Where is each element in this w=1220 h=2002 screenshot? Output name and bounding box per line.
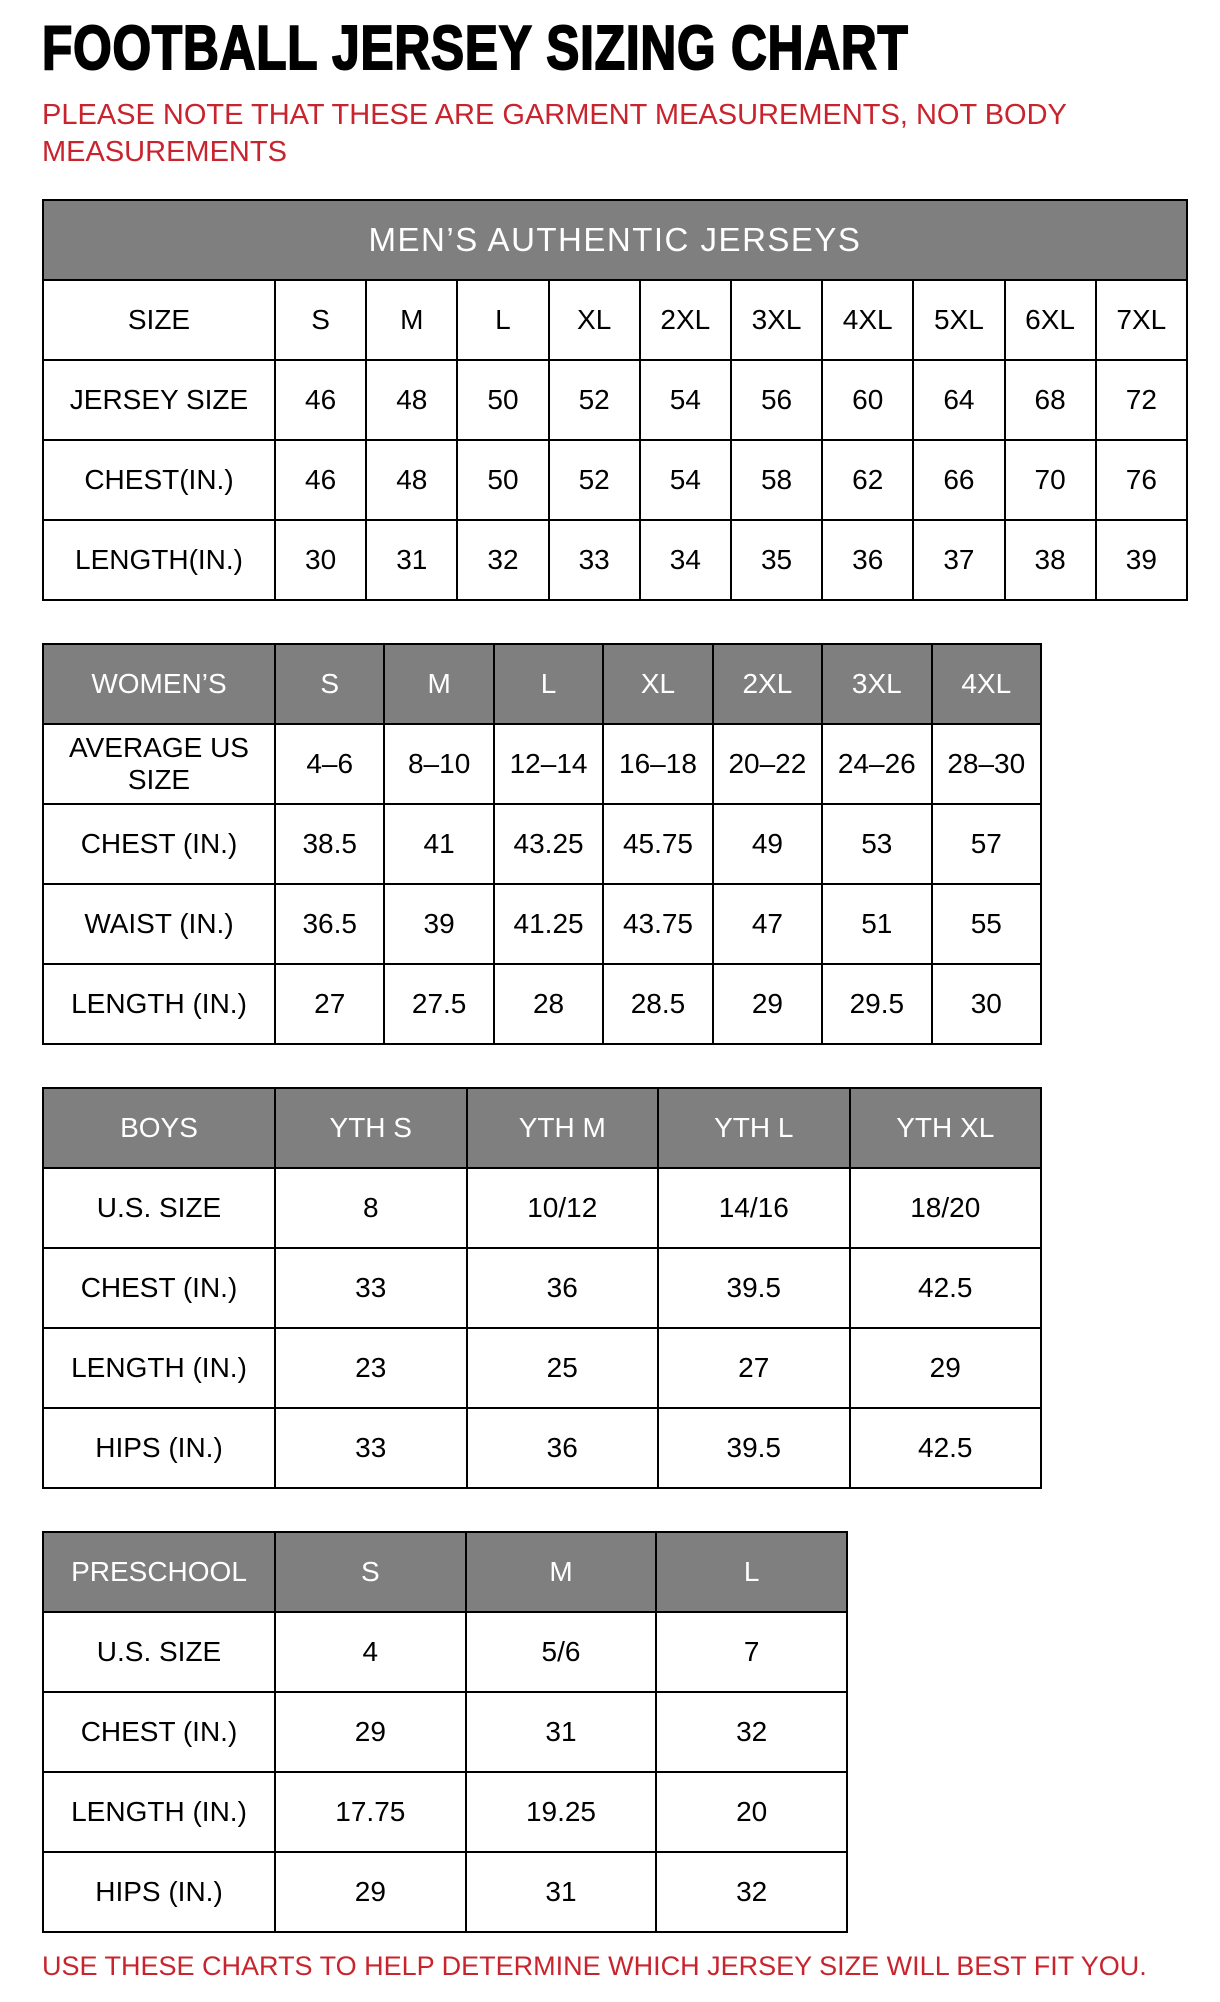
mens-value-cell: 7XL xyxy=(1096,280,1187,360)
mens-value-cell: 54 xyxy=(640,440,731,520)
mens-value-cell: 72 xyxy=(1096,360,1187,440)
boys-row xyxy=(43,1248,1041,1328)
preschool-row xyxy=(43,1772,847,1852)
mens-value-cell: 64 xyxy=(913,360,1004,440)
preschool-row xyxy=(43,1852,847,1932)
mens-value-cell: 76 xyxy=(1096,440,1187,520)
boys-value-cell: 39.5 xyxy=(658,1408,850,1488)
womens-value-cell: 57 xyxy=(932,804,1041,884)
womens-row xyxy=(43,724,1041,804)
womens-value-cell: 20–22 xyxy=(713,724,822,804)
womens-value-cell: 28–30 xyxy=(932,724,1041,804)
preschool-row-label: U.S. SIZE xyxy=(43,1612,275,1692)
boys-value-cell: 36 xyxy=(467,1408,659,1488)
boys-row-label: LENGTH (IN.) xyxy=(43,1328,275,1408)
mens-value-cell: L xyxy=(457,280,548,360)
boys-value-cell: 23 xyxy=(275,1328,467,1408)
womens-header-cell: 4XL xyxy=(932,644,1041,724)
womens-value-cell: 27.5 xyxy=(384,964,493,1044)
preschool-row xyxy=(43,1612,847,1692)
womens-header-cell: M xyxy=(384,644,493,724)
boys-value-cell: 42.5 xyxy=(850,1248,1042,1328)
mens-value-cell: 46 xyxy=(275,360,366,440)
boys-value-cell: 8 xyxy=(275,1168,467,1248)
mens-value-cell: 31 xyxy=(366,520,457,600)
mens-value-cell: 58 xyxy=(731,440,822,520)
womens-value-cell: 4–6 xyxy=(275,724,384,804)
mens-row-label: SIZE xyxy=(43,280,275,360)
boys-value-cell: 29 xyxy=(850,1328,1042,1408)
womens-value-cell: 53 xyxy=(822,804,931,884)
womens-header-row xyxy=(43,644,1041,724)
womens-value-cell: 8–10 xyxy=(384,724,493,804)
mens-value-cell: 4XL xyxy=(822,280,913,360)
mens-value-cell: 50 xyxy=(457,440,548,520)
boys-value-cell: 33 xyxy=(275,1408,467,1488)
boys-value-cell: 27 xyxy=(658,1328,850,1408)
preschool-header-cell: S xyxy=(275,1532,466,1612)
boys-value-cell: 18/20 xyxy=(850,1168,1042,1248)
womens-value-cell: 24–26 xyxy=(822,724,931,804)
boys-value-cell: 42.5 xyxy=(850,1408,1042,1488)
womens-row xyxy=(43,964,1041,1044)
mens-value-cell: 70 xyxy=(1005,440,1096,520)
mens-authentic-jerseys-table xyxy=(42,199,1188,601)
boys-row xyxy=(43,1328,1041,1408)
womens-header-cell: XL xyxy=(603,644,712,724)
boys-header-cell: YTH M xyxy=(467,1088,659,1168)
mens-value-cell: 35 xyxy=(731,520,822,600)
preschool-value-cell: 32 xyxy=(656,1852,847,1932)
mens-value-cell: 52 xyxy=(549,360,640,440)
mens-row-label: CHEST(IN.) xyxy=(43,440,275,520)
boys-value-cell: 10/12 xyxy=(467,1168,659,1248)
womens-value-cell: 12–14 xyxy=(494,724,603,804)
preschool-value-cell: 7 xyxy=(656,1612,847,1692)
womens-row xyxy=(43,804,1041,884)
womens-value-cell: 51 xyxy=(822,884,931,964)
preschool-header-label: PRESCHOOL xyxy=(43,1532,275,1612)
mens-value-cell: M xyxy=(366,280,457,360)
womens-value-cell: 36.5 xyxy=(275,884,384,964)
womens-value-cell: 43.75 xyxy=(603,884,712,964)
page-title: FOOTBALL JERSEY SIZING CHART xyxy=(42,14,909,83)
boys-header-label: BOYS xyxy=(43,1088,275,1168)
preschool-header-row xyxy=(43,1532,847,1612)
mens-value-cell: 60 xyxy=(822,360,913,440)
womens-value-cell: 28.5 xyxy=(603,964,712,1044)
preschool-value-cell: 4 xyxy=(275,1612,466,1692)
womens-value-cell: 29 xyxy=(713,964,822,1044)
mens-value-cell: S xyxy=(275,280,366,360)
boys-row-label: HIPS (IN.) xyxy=(43,1408,275,1488)
boys-value-cell: 36 xyxy=(467,1248,659,1328)
mens-value-cell: 62 xyxy=(822,440,913,520)
preschool-header-cell: L xyxy=(656,1532,847,1612)
womens-value-cell: 45.75 xyxy=(603,804,712,884)
mens-value-cell: 34 xyxy=(640,520,731,600)
preschool-row-label: HIPS (IN.) xyxy=(43,1852,275,1932)
boys-header-cell: YTH S xyxy=(275,1088,467,1168)
mens-value-cell: 68 xyxy=(1005,360,1096,440)
womens-value-cell: 39 xyxy=(384,884,493,964)
womens-value-cell: 29.5 xyxy=(822,964,931,1044)
boys-value-cell: 33 xyxy=(275,1248,467,1328)
womens-value-cell: 27 xyxy=(275,964,384,1044)
boys-value-cell: 39.5 xyxy=(658,1248,850,1328)
womens-value-cell: 38.5 xyxy=(275,804,384,884)
mens-value-cell: 6XL xyxy=(1005,280,1096,360)
mens-value-cell: 30 xyxy=(275,520,366,600)
mens-row-label: LENGTH(IN.) xyxy=(43,520,275,600)
mens-value-cell: 38 xyxy=(1005,520,1096,600)
preschool-value-cell: 31 xyxy=(466,1852,657,1932)
mens-value-cell: 5XL xyxy=(913,280,1004,360)
measurement-note xyxy=(42,97,1192,171)
boys-row-label: CHEST (IN.) xyxy=(43,1248,275,1328)
footer-note: USE THESE CHARTS TO HELP DETERMINE WHICH JERSEY SIZE WILL BEST FIT YOU. xyxy=(42,1951,1147,1982)
womens-value-cell: 43.25 xyxy=(494,804,603,884)
mens-value-cell: 50 xyxy=(457,360,548,440)
womens-row-label: AVERAGE US SIZE xyxy=(43,724,275,804)
boys-sizing-table xyxy=(42,1087,1042,1489)
mens-value-cell: XL xyxy=(549,280,640,360)
mens-value-cell: 37 xyxy=(913,520,1004,600)
preschool-row-label: CHEST (IN.) xyxy=(43,1692,275,1772)
preschool-value-cell: 19.25 xyxy=(466,1772,657,1852)
preschool-value-cell: 32 xyxy=(656,1692,847,1772)
mens-value-cell: 48 xyxy=(366,440,457,520)
womens-sizing-table xyxy=(42,643,1042,1045)
womens-value-cell: 30 xyxy=(932,964,1041,1044)
womens-value-cell: 55 xyxy=(932,884,1041,964)
womens-value-cell: 28 xyxy=(494,964,603,1044)
womens-value-cell: 49 xyxy=(713,804,822,884)
mens-value-cell: 48 xyxy=(366,360,457,440)
mens-value-cell: 36 xyxy=(822,520,913,600)
mens-value-cell: 32 xyxy=(457,520,548,600)
preschool-row-label: LENGTH (IN.) xyxy=(43,1772,275,1852)
mens-value-cell: 66 xyxy=(913,440,1004,520)
measurement-note-line-2: MEASUREMENTS xyxy=(42,136,287,169)
mens-value-cell: 54 xyxy=(640,360,731,440)
mens-value-cell: 2XL xyxy=(640,280,731,360)
womens-row-label: WAIST (IN.) xyxy=(43,884,275,964)
mens-value-cell: 39 xyxy=(1096,520,1187,600)
womens-value-cell: 16–18 xyxy=(603,724,712,804)
preschool-value-cell: 29 xyxy=(275,1692,466,1772)
womens-header-cell: 3XL xyxy=(822,644,931,724)
boys-header-cell: YTH L xyxy=(658,1088,850,1168)
womens-row xyxy=(43,884,1041,964)
preschool-value-cell: 31 xyxy=(466,1692,657,1772)
preschool-header-cell: M xyxy=(466,1532,657,1612)
mens-row xyxy=(43,280,1187,360)
mens-row-label: JERSEY SIZE xyxy=(43,360,275,440)
preschool-value-cell: 29 xyxy=(275,1852,466,1932)
mens-value-cell: 33 xyxy=(549,520,640,600)
womens-header-cell: 2XL xyxy=(713,644,822,724)
boys-row xyxy=(43,1168,1041,1248)
boys-row xyxy=(43,1408,1041,1488)
womens-value-cell: 41 xyxy=(384,804,493,884)
boys-row-label: U.S. SIZE xyxy=(43,1168,275,1248)
womens-value-cell: 47 xyxy=(713,884,822,964)
preschool-value-cell: 5/6 xyxy=(466,1612,657,1692)
boys-header-cell: YTH XL xyxy=(850,1088,1042,1168)
mens-banner-row xyxy=(43,200,1187,280)
mens-value-cell: 3XL xyxy=(731,280,822,360)
mens-row xyxy=(43,360,1187,440)
mens-value-cell: 56 xyxy=(731,360,822,440)
preschool-value-cell: 20 xyxy=(656,1772,847,1852)
womens-header-cell: L xyxy=(494,644,603,724)
boys-value-cell: 25 xyxy=(467,1328,659,1408)
womens-header-cell: S xyxy=(275,644,384,724)
womens-value-cell: 41.25 xyxy=(494,884,603,964)
preschool-value-cell: 17.75 xyxy=(275,1772,466,1852)
womens-header-label: WOMEN’S xyxy=(43,644,275,724)
boys-value-cell: 14/16 xyxy=(658,1168,850,1248)
preschool-row xyxy=(43,1692,847,1772)
preschool-sizing-table xyxy=(42,1531,848,1933)
mens-value-cell: 52 xyxy=(549,440,640,520)
mens-value-cell: 46 xyxy=(275,440,366,520)
mens-banner: MEN’S AUTHENTIC JERSEYS xyxy=(43,200,1187,280)
measurement-note-line-1: PLEASE NOTE THAT THESE ARE GARMENT MEASUREMENTS, NOT BODY xyxy=(42,99,1067,132)
womens-row-label: CHEST (IN.) xyxy=(43,804,275,884)
boys-header-row xyxy=(43,1088,1041,1168)
womens-row-label: LENGTH (IN.) xyxy=(43,964,275,1044)
mens-row xyxy=(43,520,1187,600)
mens-row xyxy=(43,440,1187,520)
